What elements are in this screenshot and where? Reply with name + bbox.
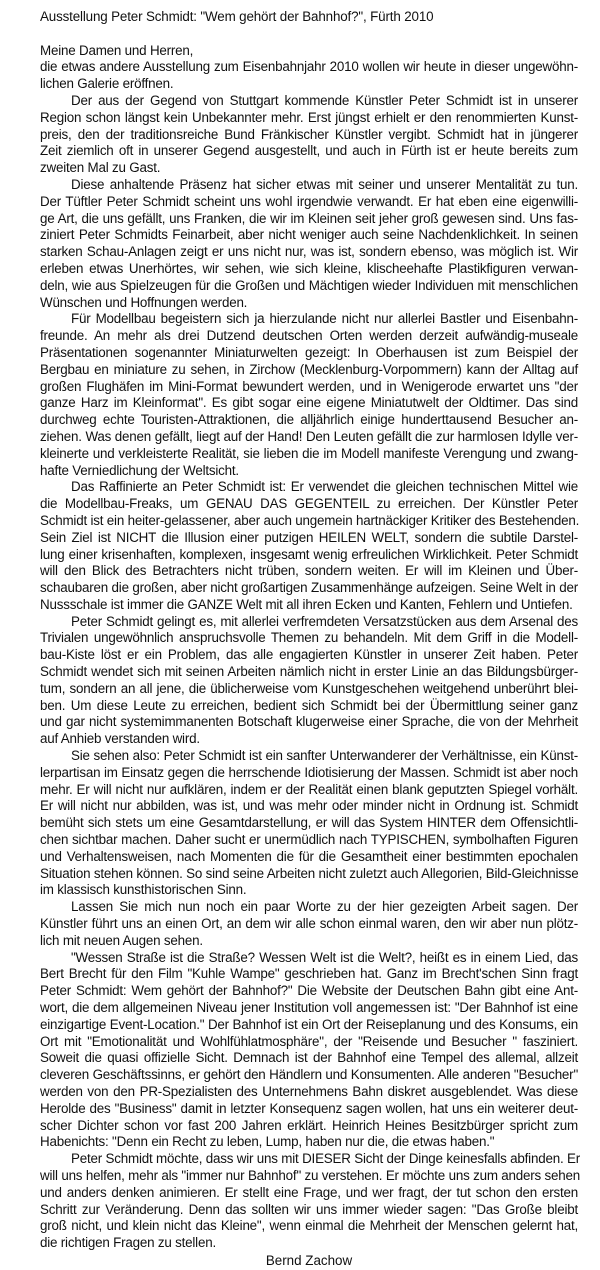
text-line: Herolde des "Business" damit in letzter Konsequenz sagen wollen, hat uns ein weiterer deut-: [40, 1100, 578, 1116]
text-line: wort, die dem allgemeinen Niveau jener Institution voll angemessen ist: "Der Bahnhof ist eine: [40, 1000, 578, 1016]
text-line: lerpartisan im Einsatz gegen die herrschende Idiotisierung der Massen. Schmidt ist aber noch: [40, 764, 578, 780]
paragraph: [40, 479, 580, 613]
text-line: Sein Ziel ist NICHT die Illusion einer putzigen HEILEN WELT, sondern die subtile Darstel-: [40, 529, 578, 545]
text-line: Diese anhaltende Präsenz hat sicher etwas mit seiner und unserer Mentalität zu tun.: [71, 176, 578, 192]
speech-body: [40, 59, 581, 1252]
text-line: chen sichtbar machen. Daher sucht er unermüdlich nach TYPISCHEN, symbolhaften Figuren: [40, 832, 578, 848]
text-line: Der Tüftler Peter Schmidt scheint uns wohl irgendwie verwandt. Er hat eben eine eigenwilli-: [40, 193, 578, 209]
text-line: Künstler führt uns an einen Ort, an dem wir alle schon einmal waren, den wir aber nun plötz-: [40, 916, 578, 932]
text-line: lichen Galerie eröffnen.: [40, 76, 174, 92]
text-line: Präsentationen sogenannter Miniaturwelten gezeigt: In Oberhausen ist zum Beispiel der: [40, 344, 578, 360]
spacer: [40, 26, 570, 43]
text-line: starken Schau-Anlagen zeigt er uns nicht nur, was ist, sondern ebenso, was möglich ist. Wir: [40, 244, 578, 260]
text-line: hafte Verniedlichung der Weltsicht.: [40, 462, 239, 478]
text-line: groß nicht, und klein nicht das Kleine", wenn einmal die Mehrheit der Menschen gelernt hat,: [40, 1218, 578, 1234]
text-line: lich mit neuen Augen sehen.: [40, 932, 203, 948]
text-line: Nussschale ist immer die GANZE Welt mit all ihren Ecken und Kanten, Fehlern und Untiefen.: [40, 596, 573, 612]
document-page: [40, 9, 581, 1270]
paragraph: [40, 176, 578, 311]
paragraph: [40, 949, 578, 1152]
text-line: schaubaren die großen, aber nicht großartigen Zusammenhänge aufzeigen. Seine Welt in der: [40, 580, 578, 596]
text-line: Sie sehen also: Peter Schmidt ist ein sanfter Unterwanderer der Verhältnisse, ein Künst-: [71, 748, 578, 764]
text-line: deln, wie aus Spielzeugen für die Großen und Mächtigen wieder Individuen mit menschlichen: [40, 277, 578, 293]
text-line: Habenichts: "Denn ein Recht zu leben, Lump, haben nur die, die etwas haben.": [40, 1134, 495, 1150]
salutation: Meine Damen und Herren,: [40, 42, 194, 58]
text-line: mehr. Er will nicht nur aufklären, indem er der Realität einen blank geputzten Spiegel vorhält.: [40, 781, 578, 797]
paragraph: [40, 59, 578, 93]
text-line: Ort mit "Emotionalität und Wohlfühlatmosphäre", der "Reisende und Besucher " fasziniert.: [40, 1033, 578, 1049]
text-line: "Wessen Straße ist die Straße? Wessen Welt ist die Welt?, heißt es in einem Lied, das: [71, 949, 578, 965]
text-line: Situation stehen können. So sind seine Arbeiten nicht zuletzt auch Allegorien, Bild-Gleichnisse: [40, 865, 579, 881]
text-line: ziehen. Was denen gefällt, liegt auf der Hand! Den Leuten gefällt die zur harmlosen Idylle ver-: [40, 428, 578, 444]
text-line: Für Modellbau begeistern sich ja hierzulande nicht nur allerlei Bastler und Eisenbahn-: [71, 311, 578, 327]
text-line: erleben etwas Unerhörtes, wir sehen, wie sich kleine, klischeehafte Plastikfiguren verwan-: [40, 260, 578, 276]
text-line: Bert Brecht für den Film "Kuhle Wampe" geschrieben hat. Ganz im Brecht'schen Sinn fragt: [40, 966, 578, 982]
text-line: cleveren Geschäftssinns, er gehört den Händlern und Konsumenten. Alle anderen "Besucher": [40, 1067, 578, 1083]
paragraph: [40, 1151, 581, 1252]
text-line: Lassen Sie mich nun noch ein paar Worte zu der hier gezeigten Arbeit sagen. Der: [71, 899, 578, 915]
text-line: Trivialen ungewöhnlich anspruchsvolle Themen zu behandeln. Mit dem Griff in die Modell-: [40, 630, 578, 646]
text-line: Er will nicht nur abbilden, was ist, und was mehr oder minder nicht in Ordnung ist. Schmidt: [40, 798, 578, 814]
text-line: werden von den PR-Spezialisten des Unternehmens Bahn diskret ausgeblendet. Was diese: [40, 1084, 578, 1099]
text-line: durchweg echte Touristen-Attraktionen, die alljährlich einige hunderttausend Besucher an-: [40, 412, 578, 428]
text-line: Peter Schmidt möchte, dass wir uns mit DIESER Sicht der Dinge keinesfalls abfinden. Er: [71, 1151, 580, 1167]
text-line: Schmidt ist ein heiter-gelassener, aber auch ungemein hartnäckiger Kritiker des Bestehenden.: [40, 512, 580, 528]
paragraph: [40, 92, 578, 177]
text-line: Bergbau en miniature zu sehen, in Zirchow (Mecklenburg-Vorpommern) kann der Alltag auf: [40, 361, 578, 377]
text-line: Der aus der Gegend von Stuttgart kommende Künstler Peter Schmidt ist in unserer: [71, 92, 578, 108]
text-line: freunde. An mehr als drei Dutzend deutschen Orten werden derzeit aufwändig-museale: [40, 328, 578, 344]
paragraph: [40, 613, 578, 748]
text-line: und anders denken animieren. Er stellt eine Frage, und wer fragt, der tut schon den ersten: [40, 1184, 578, 1200]
text-line: Wünschen und Hoffnungen werden.: [40, 294, 248, 310]
text-line: ganze Harz im Kleinformat". Es gibt sogar eine eigene Miniatutwelt der Oldtimer. Das sind: [40, 395, 578, 411]
text-line: scher Dichter schon vor fast 200 Jahren erklärt. Heinrich Heines Besitzbürger spricht zum: [40, 1117, 578, 1133]
text-line: die richtigen Fragen zu stellen.: [40, 1235, 216, 1251]
text-line: und gar nicht systemimmanenten Botschaft klugerweise einer Sprache, die von der Mehrheit: [40, 714, 578, 730]
text-line: im klassisch kunsthistorischen Sinn.: [40, 882, 247, 898]
text-line: kleinerte und verkleisterte Realität, sie lieben die im Modell manifeste Verengung und zwang-: [40, 445, 578, 461]
text-line: und Verhaltensweisen, nach Momenten die für die Gesamtheit einer bestimmten epochalen: [40, 848, 578, 864]
text-line: Peter Schmidt: Wem gehört der Bahnhof?" Die Website der Deutschen Bahn gibt eine Ant-: [40, 983, 578, 999]
text-line: will den Blick des Betrachters nicht trüben, sondern weiten. Er will im Kleinen und Über-: [40, 563, 578, 579]
text-line: Schritt zur Veränderung. Denn das sollten wir uns immer wieder sagen: "Das Große bleibt: [40, 1201, 578, 1217]
paragraph: [40, 748, 579, 899]
text-line: ziniert Peter Schmidts Feinarbeit, aber nicht weniger auch seine Nachdenklichkeit. In seinen: [40, 227, 578, 243]
text-line: bemüht sich stets um eine Gesamtdarstellung, er will das System HINTER dem Offensichtli-: [40, 815, 578, 831]
text-line: einzigartige Event-Location." Der Bahnhof ist ein Ort der Reiseplanung und des Konsums, ein: [40, 1016, 578, 1032]
document-title: Ausstellung Peter Schmidt: "Wem gehört der Bahnhof?", Fürth 2010: [40, 9, 434, 24]
text-line: tum, sondern an all jene, die üblicherweise vom Kunstgeschehen weitgehend unberührt blei-: [40, 680, 578, 696]
paragraph: [40, 899, 578, 949]
author-signature: Bernd Zachow: [265, 1252, 353, 1268]
text-line: zweiten Mal zu Gast.: [40, 160, 161, 176]
text-line: Das Raffinierte an Peter Schmidt ist: Er verwendet die gleichen technischen Mittel wie: [71, 479, 578, 495]
paragraph: [40, 311, 578, 479]
text-line: auf Anhieb verstanden wird.: [40, 731, 200, 747]
text-line: bau-Kiste löst er ein Problem, das alle engagierten Künstler in unserer Zeit haben. Peter: [40, 647, 578, 663]
text-line: Region schon längst kein Unbekannter mehr. Erst jüngst erhielt er den renommierten Kunst-: [40, 109, 578, 125]
text-line: ben. Um diese Leute zu erreichen, bedient sich Schmidt bei der Übermittlung seiner ganz: [40, 697, 578, 713]
text-line: die etwas andere Ausstellung zum Eisenbahnjahr 2010 wollen wir heute in dieser ungewöhn-: [40, 59, 578, 75]
text-line: Zeit ziemlich oft in unserer Gegend ausgestellt, und auch in Fürth ist er heute bereits zum: [40, 143, 578, 159]
text-line: Peter Schmidt gelingt es, mit allerlei verfremdeten Versatzstücken aus dem Arsenal des: [71, 613, 578, 629]
text-line: die Modellbau-Freaks, um GENAU DAS GEGENTEIL zu erreichen. Der Künstler Peter: [40, 496, 578, 512]
text-line: will uns helfen, mehr als "immer nur Bahnhof" zu verstehen. Er möchte uns zum anders sehen: [40, 1167, 581, 1183]
text-line: Soweit die quasi offizielle Sicht. Demnach ist der Bahnhof eine Tempel des allemal, allzeit: [40, 1050, 578, 1066]
text-line: lung einer krisenhaften, komplexen, insgesamt wenig erfreulichen Wirklichkeit. Peter Schmidt: [40, 546, 578, 562]
text-line: Schmidt wendet sich mit seinen Arbeiten nämlich nicht in erster Linie an das Bildungsbürger-: [40, 664, 578, 680]
text-line: ge Art, die uns gefällt, uns Franken, die wir im Kleinen seit jeher groß gewesen sind. Uns fas-: [40, 210, 578, 226]
text-line: preis, den der traditionsreiche Bund Fränkischer Künstler vergibt. Schmidt hat in jüngerer: [40, 126, 578, 142]
text-line: großen Flughäfen im Mini-Format bewundert werden, und in Wenigerode erwartet uns "der: [40, 378, 578, 394]
